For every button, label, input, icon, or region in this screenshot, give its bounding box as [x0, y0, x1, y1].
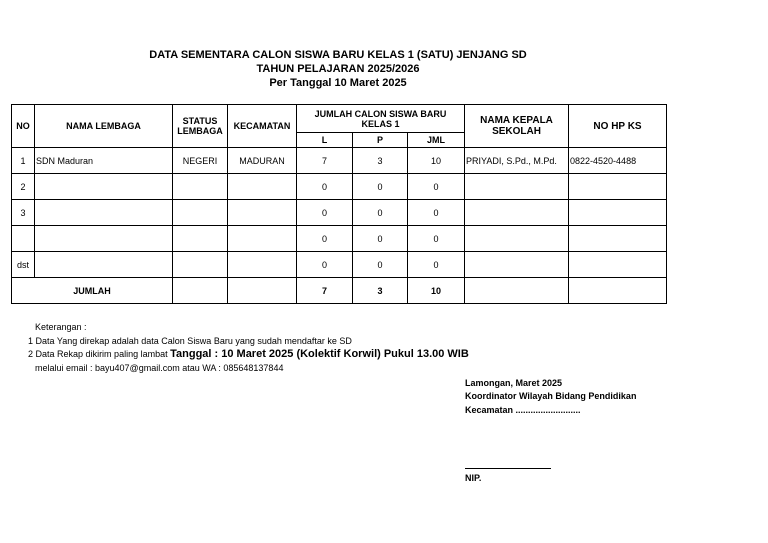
cell-hp [569, 226, 667, 252]
cell-jml: 0 [408, 200, 465, 226]
cell-p: 0 [353, 200, 408, 226]
cell-no: dst [12, 252, 35, 278]
cell-status: NEGERI [173, 148, 228, 174]
note-2-deadline: Tanggal : 10 Maret 2025 (Kolektif Korwil) Pukul 13.00 WIB [170, 348, 469, 360]
signature-district: Kecamatan .......................... [465, 405, 581, 415]
col-header-jumlah [297, 105, 465, 133]
signature-nip: NIP. [465, 473, 482, 483]
signature-role: Koordinator Wilayah Bidang Pendidikan [465, 391, 637, 401]
cell-p: 0 [353, 252, 408, 278]
cell-hp [569, 200, 667, 226]
cell-kecamatan: MADURAN [228, 148, 297, 174]
notes-title: Keterangan : [35, 322, 87, 332]
cell-kepala [465, 200, 569, 226]
cell-no: 3 [12, 200, 35, 226]
cell-l: 0 [297, 252, 353, 278]
cell-status [173, 226, 228, 252]
note-2-number: 2 [28, 349, 34, 359]
col-header-status [173, 105, 228, 148]
cell-nama [35, 200, 173, 226]
cell-hp [569, 252, 667, 278]
cell-status [173, 200, 228, 226]
table-row [12, 252, 667, 278]
col-header-kepala [465, 105, 569, 148]
col-header-kepala-l1: NAMA KEPALA [480, 115, 553, 126]
col-header-status-l2: LEMBAGA [177, 126, 223, 136]
col-header-l: L [297, 133, 353, 148]
cell-kepala [465, 174, 569, 200]
cell-kecamatan [228, 200, 297, 226]
cell-nama [35, 174, 173, 200]
total-empty-kepala [465, 278, 569, 304]
total-label: JUMLAH [12, 278, 173, 304]
cell-p: 0 [353, 174, 408, 200]
cell-no: 2 [12, 174, 35, 200]
cell-kecamatan [228, 174, 297, 200]
col-header-nama-lembaga: NAMA LEMBAGA [35, 105, 173, 148]
col-header-kepala-l2: SEKOLAH [492, 126, 541, 137]
total-l: 7 [297, 278, 353, 304]
cell-kepala: PRIYADI, S.Pd., M.Pd. [465, 148, 569, 174]
cell-hp: 0822-4520-4488 [569, 148, 667, 174]
doc-title-line3: Per Tanggal 10 Maret 2025 [269, 77, 407, 89]
student-data-table [11, 104, 667, 304]
cell-kepala [465, 252, 569, 278]
cell-status [173, 252, 228, 278]
cell-nama: SDN Maduran [35, 148, 173, 174]
note-2-text: Data Rekap dikirim paling lambat [35, 349, 168, 359]
note-1-text: Data Yang direkap adalah data Calon Siswa Baru yang sudah mendaftar ke SD [35, 336, 352, 346]
col-header-status-l1: STATUS [182, 116, 218, 126]
cell-l: 0 [297, 174, 353, 200]
cell-kepala [465, 226, 569, 252]
col-header-p: P [353, 133, 408, 148]
cell-status [173, 174, 228, 200]
table-row [12, 200, 667, 226]
cell-jml: 0 [408, 174, 465, 200]
cell-jml: 0 [408, 226, 465, 252]
total-jml: 10 [408, 278, 465, 304]
cell-kecamatan [228, 226, 297, 252]
col-header-no: NO [12, 105, 35, 148]
col-header-jml: JML [408, 133, 465, 148]
cell-p: 0 [353, 226, 408, 252]
cell-no [12, 226, 35, 252]
total-empty-hp [569, 278, 667, 304]
cell-l: 0 [297, 226, 353, 252]
total-row [12, 278, 667, 304]
cell-nama [35, 252, 173, 278]
total-p: 3 [353, 278, 408, 304]
cell-l: 7 [297, 148, 353, 174]
cell-p: 3 [353, 148, 408, 174]
col-header-kecamatan: KECAMATAN [228, 105, 297, 148]
col-header-jumlah-l2: KELAS 1 [361, 118, 400, 129]
signature-place-date: Lamongan, Maret 2025 [465, 378, 563, 388]
total-empty-kecamatan [228, 278, 297, 304]
table-row [12, 226, 667, 252]
cell-l: 0 [297, 200, 353, 226]
cell-hp [569, 174, 667, 200]
cell-jml: 0 [408, 252, 465, 278]
table-row [12, 148, 667, 174]
col-header-hp: NO HP KS [569, 105, 667, 148]
signature-line [465, 468, 551, 469]
table-row [12, 174, 667, 200]
note-2 [28, 348, 469, 360]
cell-nama [35, 226, 173, 252]
col-header-jumlah-l1: JUMLAH CALON SISWA BARU [314, 108, 447, 119]
doc-title-line1: DATA SEMENTARA CALON SISWA BARU KELAS 1 (SATU) JENJANG SD [149, 49, 527, 61]
total-empty-status [173, 278, 228, 304]
doc-title-line2: TAHUN PELAJARAN 2025/2026 [256, 63, 420, 75]
cell-jml: 10 [408, 148, 465, 174]
cell-kecamatan [228, 252, 297, 278]
note-1-number: 1 [28, 336, 34, 346]
cell-no: 1 [12, 148, 35, 174]
note-3-contact: melalui email : bayu407@gmail.com atau WA : 085648137844 [35, 363, 284, 373]
note-1 [28, 336, 352, 346]
